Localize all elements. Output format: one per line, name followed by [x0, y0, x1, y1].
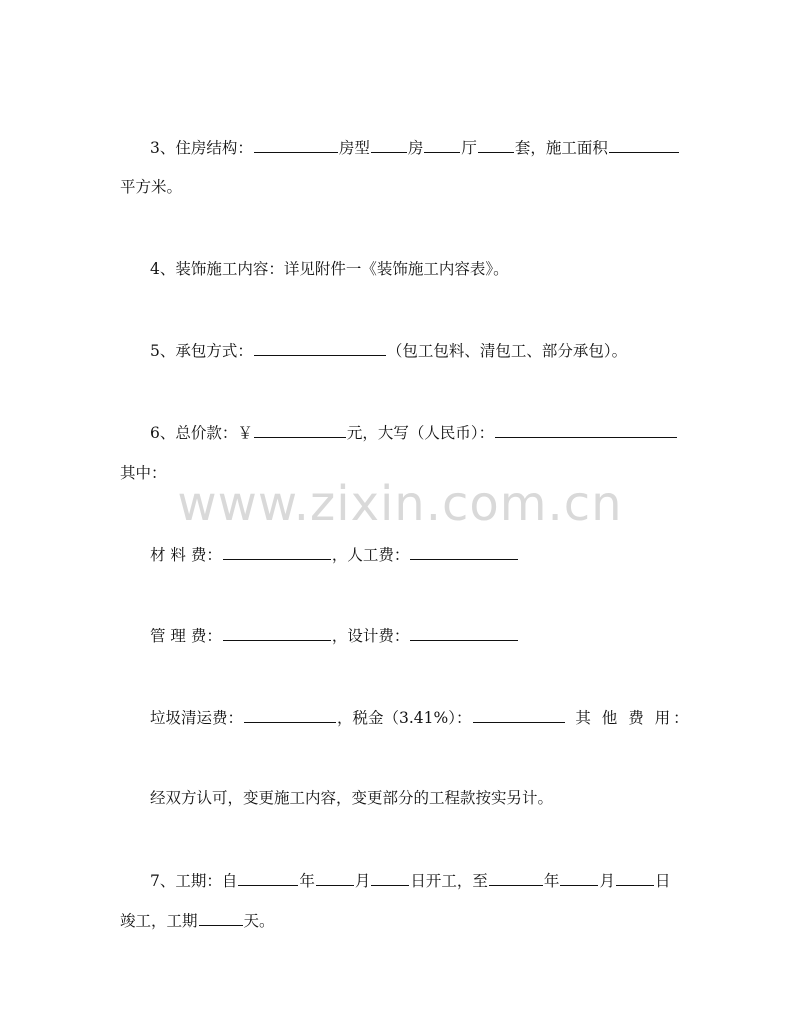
- labor-fee-label: ，人工费：: [331, 546, 410, 564]
- item-6-line: [120, 422, 688, 442]
- design-fee-blank[interactable]: [410, 625, 518, 641]
- garbage-fee-label: 垃圾清运费：: [150, 709, 244, 727]
- area-blank[interactable]: [609, 137, 679, 153]
- tax-label: ，税金（3.41%）：: [337, 709, 472, 727]
- start-day-label: 日开工，至: [410, 872, 488, 890]
- total-uppercase-blank[interactable]: [495, 422, 677, 438]
- change-note: 经双方认可，变更施工内容，变更部分的工程款按实另计。: [150, 789, 554, 807]
- item-3-label: 3、住房结构：: [150, 139, 253, 157]
- item-4-line: 4、装饰施工内容：详见附件一《装饰施工内容表》。: [150, 260, 509, 278]
- fees-line-2: [120, 625, 688, 645]
- watermark: www.zixin.com.cn: [177, 476, 623, 532]
- completion-label: 竣工，工期: [120, 912, 198, 930]
- hall-label: 厅: [461, 139, 477, 157]
- start-month-label: 月: [354, 872, 371, 890]
- end-year-blank[interactable]: [489, 870, 543, 886]
- fees-line-1: [120, 544, 688, 564]
- total-price-blank[interactable]: [254, 422, 346, 438]
- item-7-label: 7、工期：自: [150, 872, 238, 890]
- contract-mode-blank[interactable]: [254, 340, 386, 356]
- days-label: 天。: [243, 912, 275, 930]
- garbage-fee-blank[interactable]: [244, 707, 336, 723]
- start-year-blank[interactable]: [238, 870, 298, 886]
- end-day-label: 日: [654, 872, 671, 890]
- item-3-unit: 平方米。: [120, 178, 183, 196]
- end-year-label: 年: [543, 872, 560, 890]
- duration-blank[interactable]: [199, 910, 243, 926]
- start-day-blank[interactable]: [371, 870, 409, 886]
- room-blank[interactable]: [371, 137, 407, 153]
- end-month-label: 月: [599, 872, 615, 890]
- item-7-line-2: [120, 910, 688, 930]
- start-year-label: 年: [299, 872, 315, 890]
- material-fee-label: 材 料 费：: [150, 546, 222, 564]
- structure-blank[interactable]: [254, 137, 338, 153]
- item-6-label: 6、总价款：￥: [150, 424, 253, 442]
- room-label: 房: [407, 139, 424, 157]
- end-month-blank[interactable]: [560, 870, 598, 886]
- tax-blank[interactable]: [473, 707, 565, 723]
- set-area-label: 套，施工面积: [514, 139, 608, 157]
- labor-fee-blank[interactable]: [410, 544, 518, 560]
- uppercase-label: 元，大写（人民币）：: [346, 424, 495, 442]
- item-5-label: 5、承包方式：: [150, 342, 253, 360]
- among-label: 其中：: [120, 464, 167, 482]
- start-month-blank[interactable]: [316, 870, 354, 886]
- material-fee-blank[interactable]: [223, 544, 331, 560]
- item-3-line: [120, 137, 688, 157]
- fees-line-3: [120, 707, 692, 727]
- contract-options: （包工包料、清包工、部分承包）。: [386, 342, 628, 360]
- item-7-line: [120, 870, 688, 890]
- set-blank[interactable]: [478, 137, 514, 153]
- management-fee-label: 管 理 费：: [150, 627, 222, 645]
- hall-blank[interactable]: [424, 137, 460, 153]
- design-fee-label: ，设计费：: [331, 627, 410, 645]
- item-5-line: [120, 340, 688, 360]
- end-day-blank[interactable]: [616, 870, 654, 886]
- other-fee-label: 其 他 费 用：: [575, 709, 692, 727]
- management-fee-blank[interactable]: [223, 625, 331, 641]
- house-type-label: 房型: [338, 139, 370, 157]
